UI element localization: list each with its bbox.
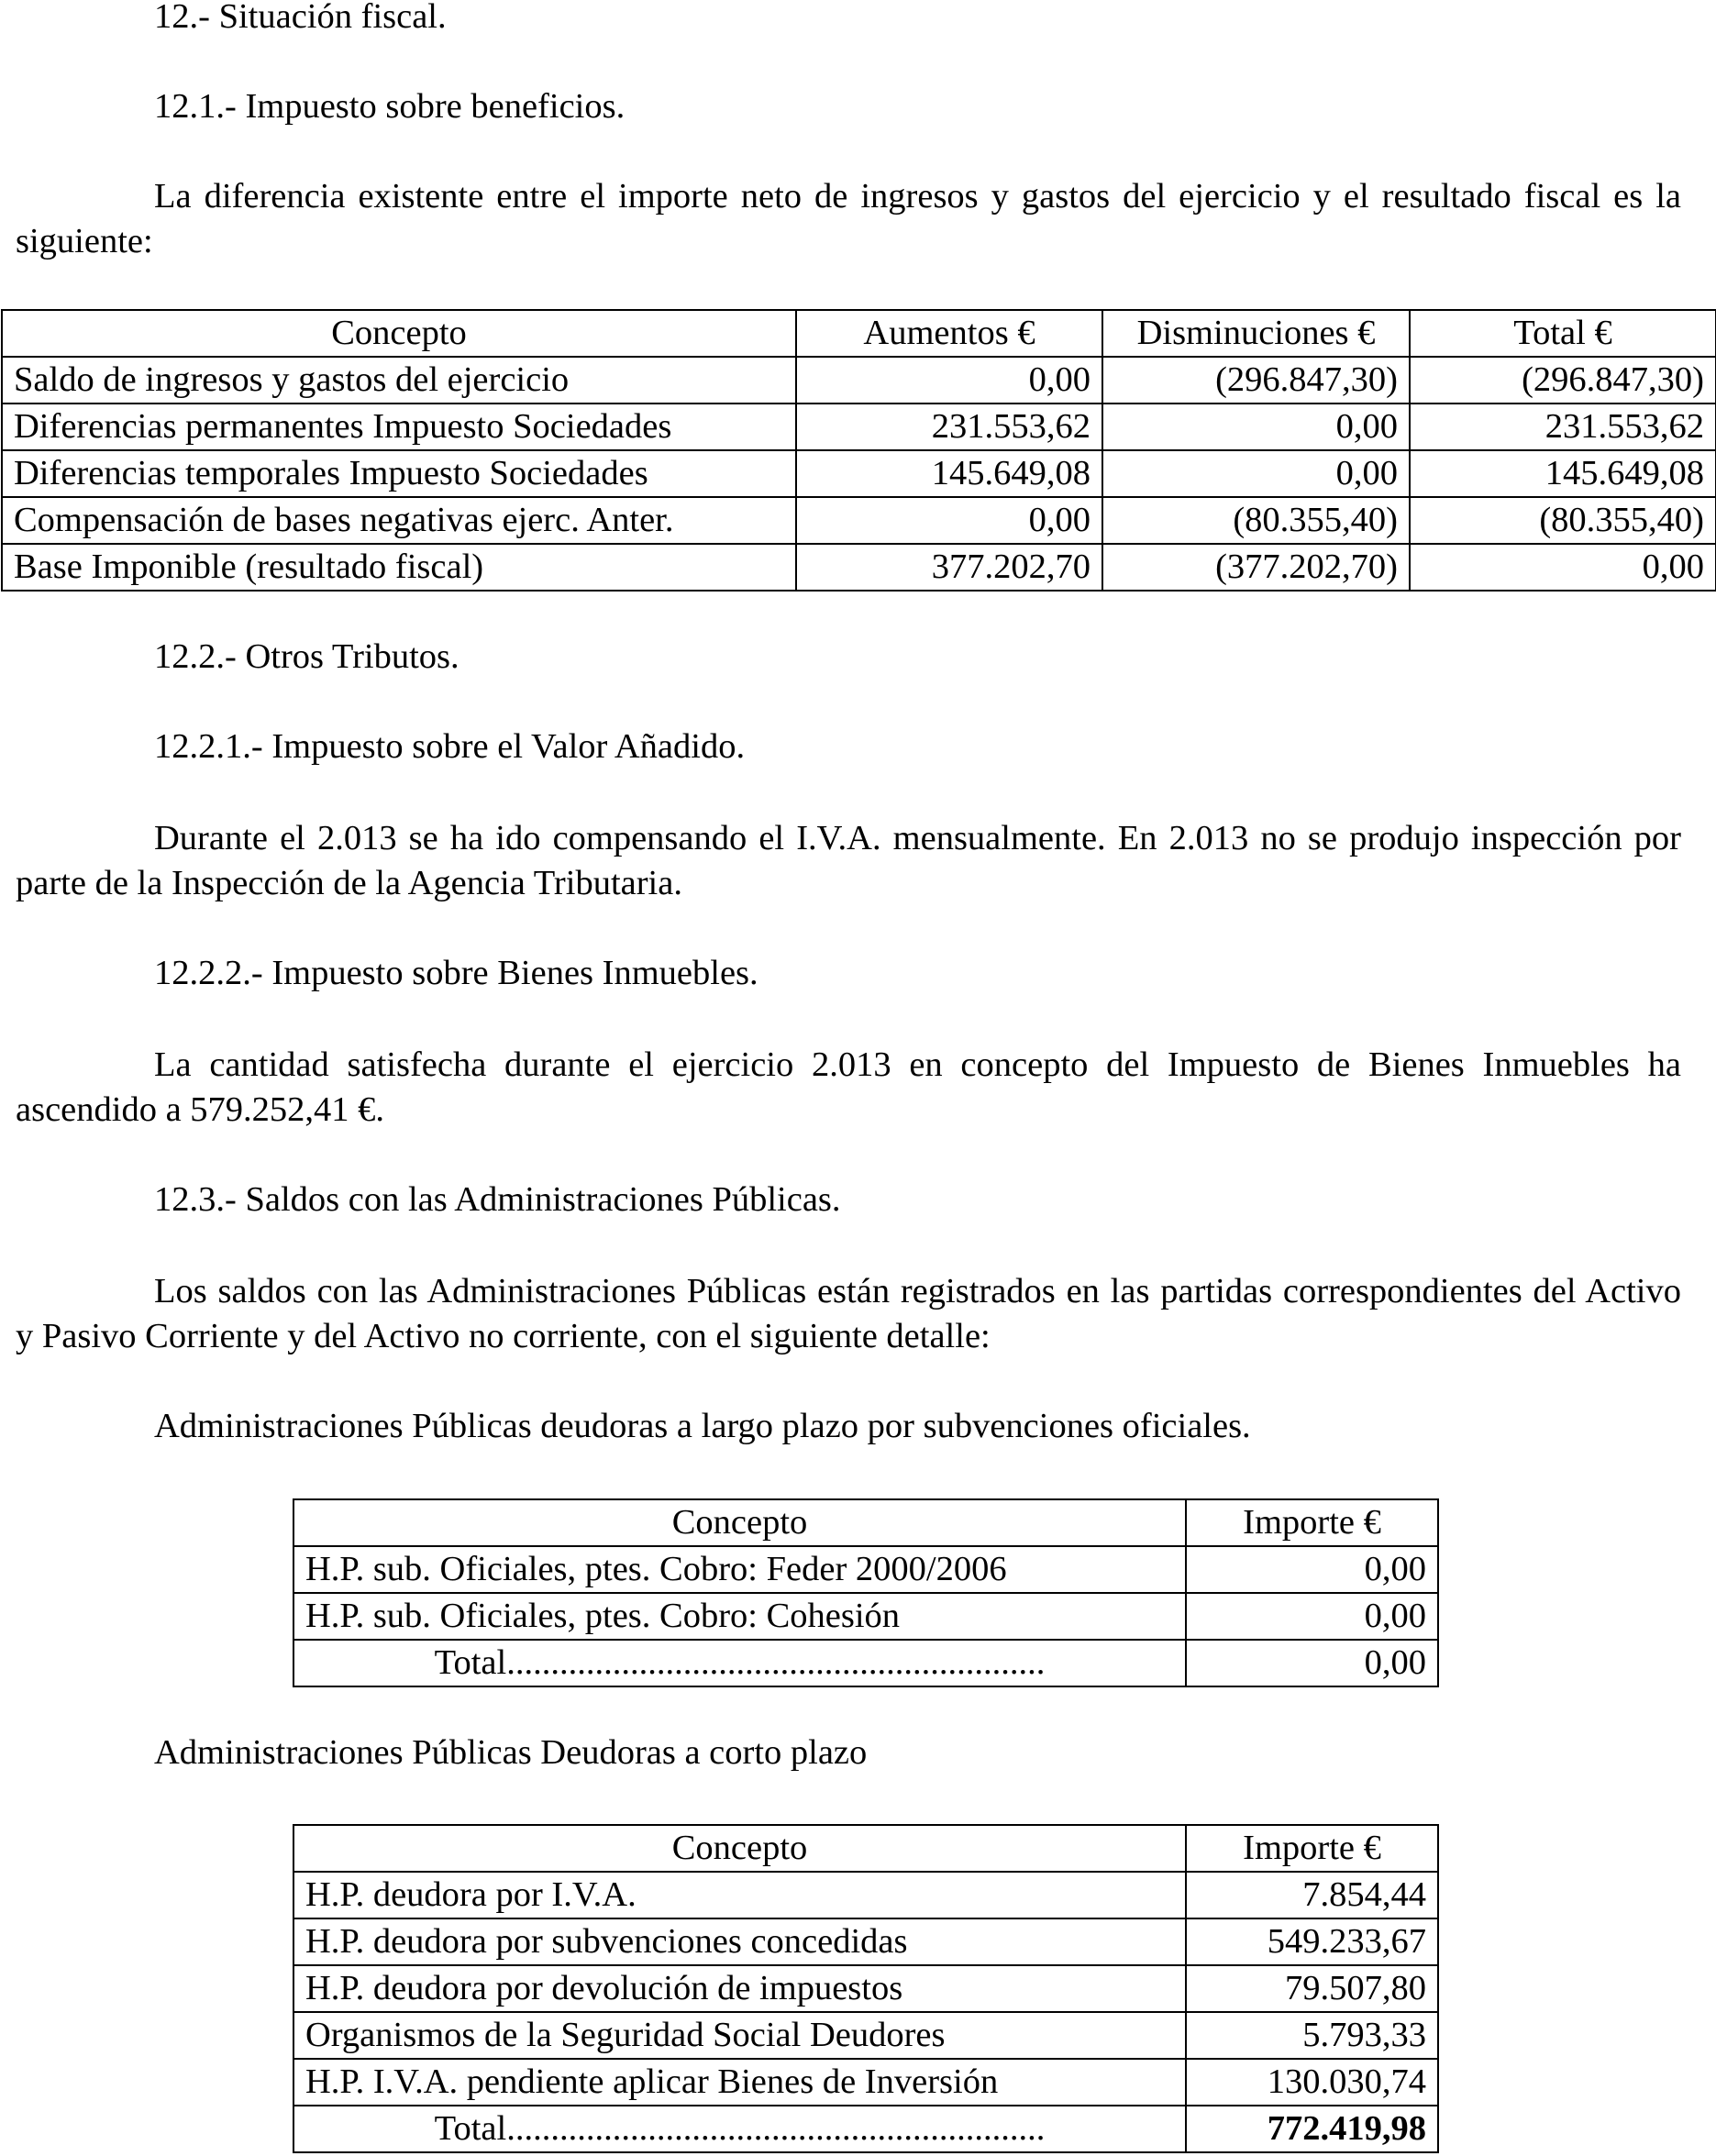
table-cell: H.P. sub. Oficiales, ptes. Cobro: Feder 2000/2006 [293,1546,1186,1593]
short-term-table [293,1824,1439,2153]
total-value: 0,00 [1186,1640,1438,1686]
table-cell: 231.553,62 [796,404,1102,450]
table-cell: (296.847,30) [1102,357,1410,404]
column-header: Total € [1410,310,1716,357]
total-label: Total............................................................. [293,1640,1186,1686]
subsection-heading-12-2-2: 12.2.2.- Impuesto sobre Bienes Inmuebles. [154,954,758,992]
table-cell: H.P. sub. Oficiales, ptes. Cobro: Cohesión [293,1593,1186,1640]
column-header: Importe € [1186,1825,1438,1872]
table-cell: (80.355,40) [1410,497,1716,544]
subsection-heading-12-2: 12.2.- Otros Tributos. [154,637,459,676]
column-header: Importe € [1186,1499,1438,1546]
table-cell: H.P. deudora por subvenciones concedidas [293,1918,1186,1965]
table-row [2,544,1716,591]
table-cell: 145.649,08 [796,450,1102,497]
table-total-row [293,2106,1438,2152]
table-cell: Saldo de ingresos y gastos del ejercicio [2,357,796,404]
table-cell: Compensación de bases negativas ejerc. Anter. [2,497,796,544]
table-cell: 0,00 [1186,1593,1438,1640]
table-row [293,1593,1438,1640]
table-cell: (377.202,70) [1102,544,1410,591]
table-header-row [293,1499,1438,1546]
table-cell: 130.030,74 [1186,2059,1438,2106]
subsection-heading-12-3: 12.3.- Saldos con las Administraciones Públicas. [154,1180,841,1219]
subsection-heading-12-1: 12.1.- Impuesto sobre beneficios. [154,87,626,126]
table-row [293,2059,1438,2106]
table-row [2,450,1716,497]
column-header: Aumentos € [796,310,1102,357]
table-cell: 5.793,33 [1186,2012,1438,2059]
balances-paragraph: Los saldos con las Administraciones Públicas están registrados en las partidas correspondientes del Activo y Pasivo Corriente y del Activo no corriente, con el siguiente detalle: [16,1272,1681,1355]
intro-paragraph: La diferencia existente entre el importe neto de ingresos y gastos del ejercicio y el resultado fiscal es la siguiente: [16,177,1681,260]
table-cell: Organismos de la Seguridad Social Deudores [293,2012,1186,2059]
column-header: Disminuciones € [1102,310,1410,357]
table-cell: 145.649,08 [1410,450,1716,497]
column-header: Concepto [293,1825,1186,1872]
column-header: Concepto [2,310,796,357]
table-total-row [293,1640,1438,1686]
table-row [2,497,1716,544]
table-header-row [2,310,1716,357]
long-term-heading: Administraciones Públicas deudoras a largo plazo por subvenciones oficiales. [154,1407,1251,1445]
table-row [293,1546,1438,1593]
table-cell: H.P. deudora por I.V.A. [293,1872,1186,1918]
table-cell: 549.233,67 [1186,1918,1438,1965]
table-cell: 377.202,70 [796,544,1102,591]
tax-reconciliation-table [1,309,1716,592]
table-cell: 79.507,80 [1186,1965,1438,2012]
short-term-heading: Administraciones Públicas Deudoras a corto plazo [154,1733,868,1772]
table-row [2,404,1716,450]
total-value: 772.419,98 [1186,2106,1438,2152]
table-cell: 7.854,44 [1186,1872,1438,1918]
table-cell: 0,00 [1102,404,1410,450]
table-cell: 231.553,62 [1410,404,1716,450]
table-cell: H.P. deudora por devolución de impuestos [293,1965,1186,2012]
table-header-row [293,1825,1438,1872]
subsection-heading-12-2-1: 12.2.1.- Impuesto sobre el Valor Añadido. [154,727,746,766]
table-cell: Base Imponible (resultado fiscal) [2,544,796,591]
table-cell: 0,00 [1410,544,1716,591]
ibi-paragraph: La cantidad satisfecha durante el ejercicio 2.013 en concepto del Impuesto de Bienes Inmuebles ha ascendido a 579.252,41 €. [16,1045,1681,1129]
table-row [293,2012,1438,2059]
table-cell: (80.355,40) [1102,497,1410,544]
table-row [293,1965,1438,2012]
long-term-table [293,1498,1439,1687]
table-cell: H.P. I.V.A. pendiente aplicar Bienes de Inversión [293,2059,1186,2106]
table-cell: Diferencias temporales Impuesto Sociedades [2,450,796,497]
table-cell: 0,00 [796,497,1102,544]
table-cell: (296.847,30) [1410,357,1716,404]
table-cell: 0,00 [1102,450,1410,497]
column-header: Concepto [293,1499,1186,1546]
section-heading: 12.- Situación fiscal. [154,0,447,36]
table-row [293,1872,1438,1918]
table-row [293,1918,1438,1965]
table-cell: 0,00 [796,357,1102,404]
iva-paragraph: Durante el 2.013 se ha ido compensando el I.V.A. mensualmente. En 2.013 no se produjo inspección por parte de la Inspección de la Agencia Tributaria. [16,819,1681,902]
table-row [2,357,1716,404]
table-cell: Diferencias permanentes Impuesto Sociedades [2,404,796,450]
total-label: Total............................................................. [293,2106,1186,2152]
table-cell: 0,00 [1186,1546,1438,1593]
